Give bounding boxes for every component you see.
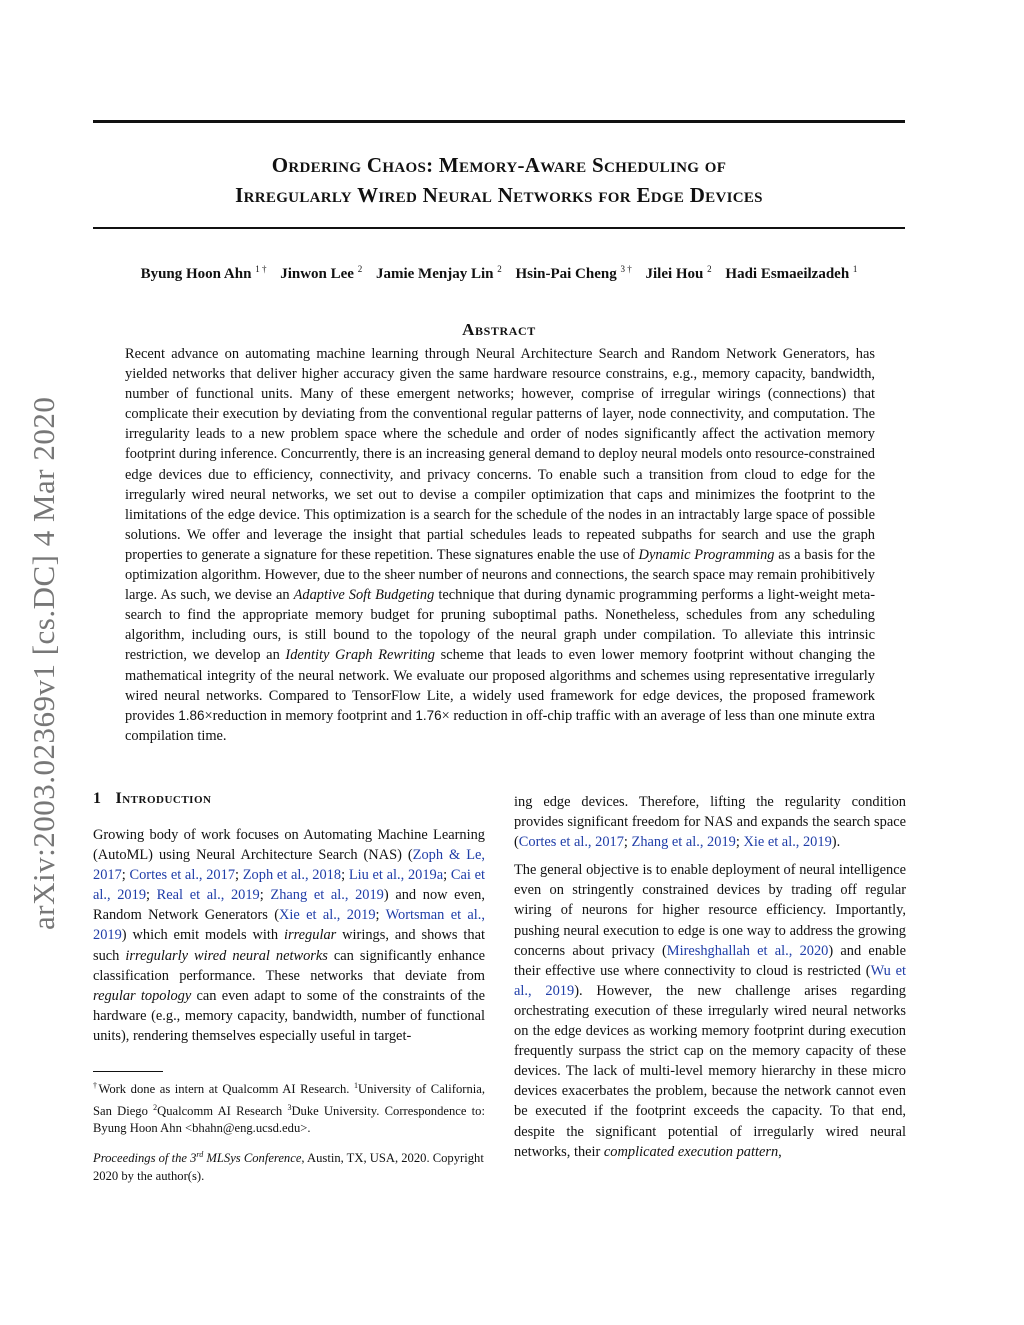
author: Jilei Hou $^2$ xyxy=(645,264,712,282)
author: Jinwon Lee $^2$ xyxy=(280,264,363,282)
citation-link[interactable]: Wu et al., 2019 xyxy=(514,962,906,999)
footnote: †Work done as intern at Qualcomm AI Research. $^1$University of California, San Diego $^2$Qualcomm AI Research $^3$Duke University. Correspondence to: Byung Hoon Ahn <bhahn@eng.ucsd.edu>. xyxy=(93,1081,486,1136)
paragraph: ing edge devices. Therefore, lifting the regularity condition provides significant freedom for NAS and expands the search space (Cortes et al., 2017; Zhang et al., 2019; Xie et al., 2019). xyxy=(514,794,906,851)
arxiv-identifier: arXiv:2003.02369v1 [cs.DC] 4 Mar 2020 xyxy=(26,396,61,930)
footnote-rule xyxy=(93,1071,163,1072)
title-line-2: Irregularly Wired Neural Networks for Edge Devices xyxy=(235,183,763,207)
title-bottom-rule xyxy=(93,227,905,229)
citation-link[interactable]: Liu et al., 2019a xyxy=(348,867,444,884)
citation-link[interactable]: Cai et al., 2019 xyxy=(93,867,485,904)
citation-link[interactable]: Xie et al., 2019 xyxy=(743,834,832,851)
paper-title xyxy=(93,150,905,210)
citation-link[interactable]: Xie et al., 2019 xyxy=(279,907,376,924)
citation-link[interactable]: Mireshghallah et al., 2020 xyxy=(666,942,829,959)
left-column xyxy=(93,825,485,1046)
proceedings-note: Proceedings of the 3rd MLSys Conference, Austin, TX, USA, 2020. Copyright 2020 by the author(s). xyxy=(93,1150,484,1183)
author: Jamie Menjay Lin $^2$ xyxy=(375,264,502,282)
citation-link[interactable]: Real et al., 2019 xyxy=(156,887,260,904)
citation-link[interactable]: Zoph & Le, 2017 xyxy=(93,847,485,884)
section-title: Introduction xyxy=(115,790,212,807)
citation-link[interactable]: Cortes et al., 2017 xyxy=(518,834,624,851)
author: Byung Hoon Ahn $^{1 \dagger}$ xyxy=(140,264,267,282)
section-number: 1 xyxy=(93,790,102,807)
right-column xyxy=(514,792,906,1162)
citation-link[interactable]: Zhang et al., 2019 xyxy=(270,887,384,904)
citation-link[interactable]: Zhang et al., 2019 xyxy=(631,834,736,851)
paragraph: The general objective is to enable deployment of neural intelligence even on stringently constrained devices by trading off regular wiring of neurons for higher resource efficiency. Importantly, pushing neural execution to edge is one way to address the growing concerns about privacy (Mireshghallah et al., 2020) and enable their effective use where connectivity to cloud is restricted (Wu et al., 2019). However, the new challenge arises regarding orchestrating execution of these irregularly wired neural networks on the edge devices as working memory footprint during execution frequently surpass the strict cap on the memory capacity of these devices. The lack of multi-level memory hierarchy in these micro devices exacerbates the problem, because the network cannot even be executed if the footprint exceeds the capacity. To that end, despite the significant potential of irregularly wired neural networks, their complicated execution pattern, xyxy=(514,862,906,1160)
title-line-1: Ordering Chaos: Memory-Aware Scheduling of xyxy=(271,153,727,177)
abstract-heading: Abstract xyxy=(462,320,536,339)
citation-link[interactable]: Wortsman et al., 2019 xyxy=(93,907,485,944)
author-list xyxy=(93,264,905,283)
paragraph: Growing body of work focuses on Automating Machine Learning (AutoML) using Neural Architecture Search (NAS) (Zoph & Le, 2017; Cortes et al., 2017; Zoph et al., 2018; Liu et al., 2019a; Cai et al., 2019; Real et al., 2019; Zhang et al., 2019) and now even, Random Network Generators (Xie et al., 2019; Wortsman et al., 2019) which emit models with irregular wirings, and shows that such irregularly wired neural networks can significantly enhance classification performance. These networks that deviate from regular topology can even adapt to some of the constraints of the hardware (e.g., memory capacity, bandwidth, number of functional units), rendering themselves especially useful in target- xyxy=(93,827,485,1044)
citation-link[interactable]: Zoph et al., 2018 xyxy=(242,867,342,884)
author: Hsin-Pai Cheng $^{3 \dagger}$ xyxy=(515,264,632,282)
abstract-body: Recent advance on automating machine learning through Neural Architecture Search and Random Network Generators, has yielded networks that deliver higher accuracy given the same hardware resource constrains, e.g., memory capacity, bandwidth, number of functional units. Many of these emergent networks; however, comprise of irregular wirings (connections) that complicate their execution by deviating from the conventional regular patterns of layer, node connectivity, and computation. The irregularity leads to a new problem space where the schedule and order of nodes significantly affect the activation memory footprint during inference. Concurrently, there is an increasing general demand to deploy neural models onto resource-constrained edge devices due to efficiency, connectivity, and privacy concerns. To enable such a transition from cloud to edge for the irregularly wired neural networks, we set out to devise a compiler optimization that caps and minimizes the footprint to the limitations of the edge device. This optimization is a search for the schedule of the nodes in an intractably large space of possible solutions. We offer and leverage the insight that partial schedules leads to repeated subpaths for search and use the graph properties to generate a signature for these repetition. These signatures enable the use of Dynamic Programming as a basis for the optimization algorithm. However, due to the sheer number of neurons and connections, the search space may remain prohibitively large. As such, we devise an Adaptive Soft Budgeting technique that during dynamic programming performs a light-weight meta-search to find the appropriate memory budget for pruning suboptimal paths. Nonetheless, schedules from any scheduling algorithm, including ours, is still bound to the topology of the neural graph under compilation. To alleviate this intrinsic restriction, we develop an Identity Graph Rewriting scheme that leads to even lower memory footprint without changing the mathematical integrity of the neural network. We evaluate our proposed algorithms and schemes using representative irregularly wired neural networks. Compared to TensorFlow Lite, a widely used framework for edge devices, the proposed framework provides 1.86×reduction in memory footprint and 1.76× reduction in off-chip traffic with an average of less than one minute extra compilation time. xyxy=(125,346,875,744)
citation-link[interactable]: Cortes et al., 2017 xyxy=(129,867,236,884)
title-top-rule xyxy=(93,120,905,123)
section-heading-introduction xyxy=(93,790,211,808)
author: Hadi Esmaeilzadeh $^1$ xyxy=(725,264,858,282)
